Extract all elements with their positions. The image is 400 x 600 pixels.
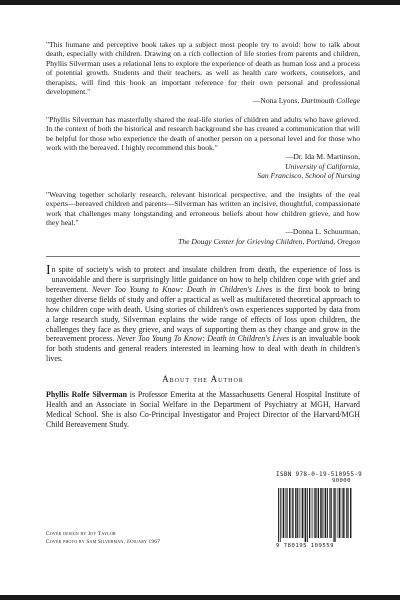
barcode-graphic <box>278 488 364 542</box>
description-part-1: n spite of society's wish to protect and insulate children from death, the experience of loss is unavoidable and there is surprisingly little guidance on how to help children cope with grief and bereavement. <box>46 265 360 294</box>
book-title-1: Never Too Young to Know: Death in Children's Lives <box>91 284 273 294</box>
cover-credits <box>46 531 160 546</box>
isbn-label: ISBN 978-0-19-510955-9 <box>276 471 363 478</box>
barcode-bar <box>316 488 317 538</box>
attribution-name: —Dr. Ida M. Martinson, <box>285 152 360 162</box>
barcode-bar <box>334 488 335 542</box>
barcode-bar <box>289 488 291 538</box>
barcode-bar <box>333 488 334 542</box>
top-rule <box>0 0 400 5</box>
barcode-bar <box>344 488 345 538</box>
barcode-bar <box>329 488 330 538</box>
cover-design-credit: Cover design by Joy Taylor <box>46 531 116 537</box>
price-code: 90000 <box>332 478 351 484</box>
section-divider <box>46 256 360 257</box>
barcode-bar <box>320 488 322 538</box>
attribution-name: —Nona Lyons, <box>252 96 300 106</box>
barcode-bar <box>311 488 312 538</box>
barcode-bar <box>346 488 347 538</box>
barcode-bar <box>339 488 340 538</box>
blurb-attribution <box>46 152 360 180</box>
author-bio <box>46 390 360 430</box>
barcode-bar <box>292 488 293 538</box>
attribution-org-line2: San Francisco, School of Nursing <box>257 171 360 181</box>
barcode-bar <box>305 488 307 542</box>
blurb-text: "Weaving together scholarly research, relevant historical perspective, and the insights of the real experts—bereaved children and parents—Silverman has written an incisive, thoughtful, compassionate work that challenges many longstanding and erroneous beliefs about how children grieve, and how they heal." <box>46 189 360 227</box>
bio-text: is Professor Emerita at the Massachusetts General Hospital Institute of Health and an Associate in Social Welfare in the Department of Psychiatry at MGH, Harvard Medical School. She is also Co-Principal Investigator and Project Director of the Harvard/MGH Child Bereavement Study. <box>46 390 360 429</box>
barcode-bar <box>314 488 315 538</box>
barcode-bar <box>299 488 300 538</box>
barcode-bar <box>282 488 283 538</box>
barcode-bar <box>297 488 298 538</box>
barcode-bar <box>307 488 308 542</box>
attribution-org: The Dougy Center for Grieving Children, Portland, Oregon <box>178 236 360 246</box>
book-title-2: Never Too Young To Know: Death in Children's Lives <box>116 334 290 344</box>
blurb-1 <box>46 40 360 106</box>
barcode-bar <box>325 488 327 538</box>
barcode-bar <box>309 488 310 538</box>
barcode-bar <box>350 488 351 538</box>
barcode-bar <box>330 488 331 538</box>
barcode-bar <box>280 488 281 542</box>
author-name: Phyllis Rolfe Silverman <box>46 390 127 400</box>
description-part-3: is an invaluable book for both students and general readers interested in learning how to deal with death in children's lives. <box>46 334 361 364</box>
blurb-2 <box>46 115 360 181</box>
barcode-bar <box>286 488 287 538</box>
barcode-bar <box>322 488 323 538</box>
barcode-bar <box>327 488 328 538</box>
blurb-text: "This humane and perceptive book takes up a subject most people try to avoid: how to talk about death, especially with children. Drawing on a rich collection of life stories from parents and children, Phyllis Silverman uses a relational lens to explore the experience of death as human loss and a process of potential growth. Students and their teachers, as well as health care workers, counselors, and therapists, will find this book an important reference for their own personal and professional development." <box>46 40 360 97</box>
book-description <box>46 265 360 364</box>
attribution-org-line1: University of California, <box>285 161 360 171</box>
barcode-bar <box>318 488 319 538</box>
blurb-3 <box>46 190 360 246</box>
attribution-name: —Donna L. Schuurman, <box>285 227 360 237</box>
drop-cap: I <box>46 263 51 279</box>
blurb-text: "Phyllis Silverman has masterfully shared the real-life stories of children and adults who have grieved. In the context of both the historical and research background she has created a communication that will be helpful for those who experience the death of another person on a personal level and for those who work with the bereaved. I highly recommend this book." <box>46 114 360 153</box>
barcode-bar <box>287 488 288 538</box>
cover-content <box>46 40 360 430</box>
barcode-bar <box>342 488 343 538</box>
barcode-bar <box>295 488 296 538</box>
barcode-bar <box>348 488 349 538</box>
blurb-attribution <box>46 227 360 246</box>
barcode-bar <box>278 488 279 542</box>
barcode-number: 9 780195 109559 <box>276 543 335 549</box>
barcode-bar <box>301 488 302 538</box>
barcode-bar <box>302 488 303 538</box>
barcode-block <box>276 471 366 561</box>
cover-photo-credit: Cover photo by Sam Silverman, January 1967 <box>46 538 161 545</box>
barcode-bar <box>283 488 284 538</box>
attribution-org: Dartmouth College <box>301 96 360 106</box>
about-author-heading: About the Author <box>162 374 244 385</box>
barcode-bar <box>341 488 342 538</box>
bottom-rule <box>0 595 400 600</box>
blurb-attribution <box>46 96 360 105</box>
barcode-bar <box>293 488 294 538</box>
barcode-bar <box>337 488 338 538</box>
description-part-2: is the first book to bring together diverse fields of study and offer a practical as well as multifaceted theoretical approach to how children cope with death. Using stories of children's own experiences supported by data from a large research study, Silverman explains the wide range of effects of loss upon children, the challenges they face as they grieve, and ways of supporting them as they change and grow in the bereavement process. <box>46 284 360 344</box>
barcode-bar <box>313 488 314 538</box>
